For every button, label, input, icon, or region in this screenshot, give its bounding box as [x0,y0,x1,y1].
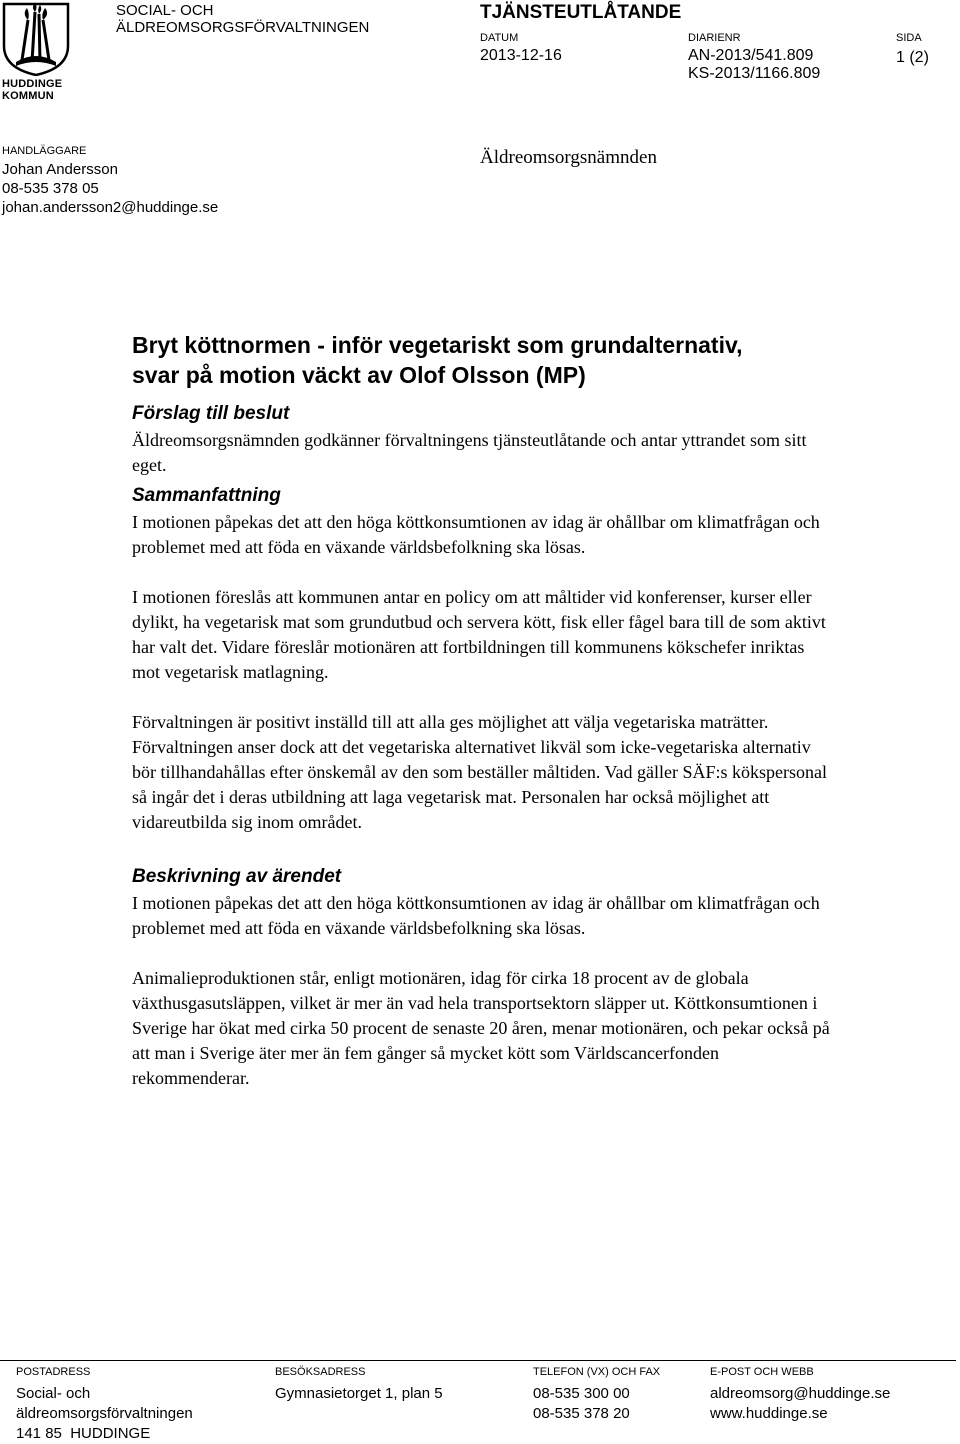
logo-text-line2: KOMMUN [2,90,54,102]
footer-web [710,1366,890,1424]
footer-visit-label: BESÖKSADRESS [275,1366,366,1378]
handler-email: johan.andersson2@huddinge.se [2,199,219,216]
coat-of-arms-icon [2,2,70,76]
document-title [132,330,832,390]
page-block [896,32,929,67]
footer-postal-line1: Social- och [16,1385,91,1402]
title-line2: svar på motion väckt av Olof Olsson (MP) [132,362,586,388]
footer-visit-line1: Gymnasietorget 1, plan 5 [275,1385,443,1402]
footer-divider [0,1360,956,1361]
summary-paragraph-2: I motionen föreslås att kommunen antar en policy om att måltider vid konferenser, kurser eller dylikt, ha vegetarisk mat som grundutbud och servera kött, fisk eller fågel bara till de som aktivt har valt det. Vidare föreslår motionären att fortbildningen till kommunens kökschefer inriktas mot vegetarisk matlagning. [132,587,826,682]
date-value: 2013-12-16 [480,47,562,64]
document-type: TJÄNSTEUTLÅTANDE [480,2,682,23]
page-number: 1 (2) [896,49,929,66]
footer-postal [16,1366,193,1444]
municipality-logo [2,2,70,102]
footer-phone [533,1366,660,1424]
logo-text-line1: HUDDINGE [2,78,63,90]
footer-postal-line3: 141 85 HUDDINGE [16,1425,151,1442]
footer-web-link[interactable]: www.huddinge.se [710,1405,828,1422]
summary-heading: Sammanfattning [132,485,281,506]
footer-phone-line1: 08-535 300 00 [533,1385,630,1402]
footer-visit [275,1366,443,1404]
footer-postal-label: POSTADRESS [16,1366,91,1378]
diarienr-block [688,32,820,83]
footer-postal-line2: äldreomsorgsförvaltningen [16,1405,193,1422]
handler-label: HANDLÄGGARE [2,145,87,157]
handler-block [2,145,218,217]
handler-name: Johan Andersson [2,161,118,178]
description-paragraph-2: Animalieproduktionen står, enligt motionären, idag för cirka 18 procent av de globala växthusgasutsläppen, vilket är mer än vad hela transportsektorn släpper ut. Köttkonsumtionen i Sverige har ökat med cirka 50 procent de senaste 20 åren, menar motionären, och pekar också på att man i Sverige äter mer än fem gånger så mycket kött som Världscancerfonden rekommenderar. [132,968,830,1088]
document-body [132,330,832,1091]
footer-phone-line2: 08-535 378 20 [533,1405,630,1422]
page-label: SIDA [896,32,922,44]
proposal-text: Äldreomsorgsnämnden godkänner förvaltningens tjänsteutlåtande och antar yttrandet som sitt eget. [132,430,807,475]
description-heading: Beskrivning av ärendet [132,866,342,887]
org-line2: ÄLDREOMSORGSFÖRVALTNINGEN [116,19,370,36]
org-line1: SOCIAL- OCH [116,2,214,19]
summary-paragraph-1: I motionen påpekas det att den höga köttkonsumtionen av idag är ohållbar om klimatfrågan och problemet med att föda en växande världsbefolkning ska lösas. [132,512,820,557]
recipient: Äldreomsorgsnämnden [480,147,657,168]
description-paragraph-1: I motionen påpekas det att den höga köttkonsumtionen av idag är ohållbar om klimatfrågan och problemet med att föda en växande världsbefolkning ska lösas. [132,893,820,938]
date-block [480,32,562,65]
diarienr-value-1: AN-2013/541.809 [688,47,814,64]
handler-phone: 08-535 378 05 [2,180,99,197]
proposal-heading: Förslag till beslut [132,403,290,424]
organization-name [116,2,369,36]
diarienr-label: DIARIENR [688,32,741,44]
diarienr-value-2: KS-2013/1166.809 [688,65,821,82]
title-line1: Bryt köttnormen - inför vegetariskt som grundalternativ, [132,332,743,358]
summary-paragraph-3: Förvaltningen är positivt inställd till att alla ges möjlighet att välja vegetariska maträtter. Förvaltningen anser dock att det vegetariska alternativet likväl som icke-vegetariska alternativ bör tillhandahållas efter önskemål av den som beställer måltiden. Vad gäller SÄF:s kökspersonal så ingår det i deras utbildning att laga vegetarisk mat. Personalen har också möjlighet att vidareutbilda sig inom området. [132,712,828,832]
date-label: DATUM [480,32,519,44]
footer-phone-label: TELEFON (VX) OCH FAX [533,1366,661,1378]
footer-email-link[interactable]: aldreomsorg@huddinge.se [710,1385,891,1402]
footer-web-label: E-POST OCH WEBB [710,1366,814,1378]
